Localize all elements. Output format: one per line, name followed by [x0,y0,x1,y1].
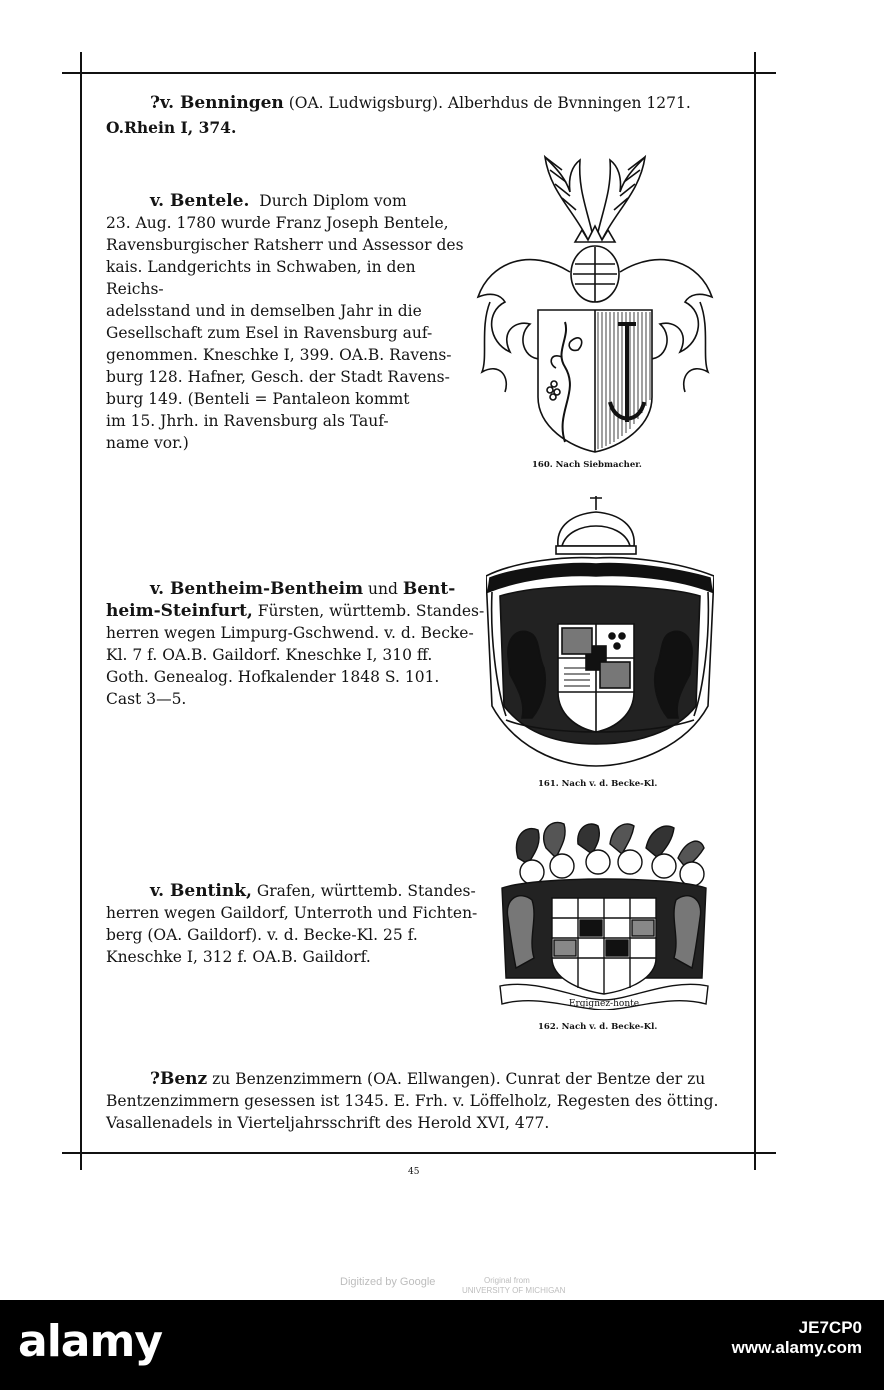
entry-heading: v. Bentink, [150,881,252,901]
caption-fig160: 160. Nach Siebmacher. [532,460,642,470]
entry-line: Ravensburgischer Ratsherr und Assessor des [106,236,464,254]
entry-heading: ?Benz [150,1069,208,1089]
entry-line: Kl. 7 f. OA.B. Gaildorf. Kneschke I, 310 ff. [106,646,433,664]
coat-of-arms-160 [470,152,720,454]
entry-line: genommen. Kneschke I, 399. OA.B. Ravens- [106,346,452,364]
entry-line: Durch Diplom vom [259,192,407,210]
right-rule [754,52,756,1170]
entry-line: Goth. Genealog. Hofkalender 1848 S. 101. [106,668,440,686]
entry-bentheim [106,578,496,710]
entry-line: Bentzenzimmern gesessen ist 1345. E. Frh. v. Löffelholz, Regesten des ötting. [106,1092,719,1110]
page-number: 45 [408,1167,420,1177]
entry-line: berg (OA. Gaildorf). v. d. Becke-Kl. 25 f. [106,926,418,944]
top-rule [62,72,776,74]
entry-bentele [106,190,466,454]
digitized-text: Digitized by Google [340,1276,436,1288]
entry-text: Fürsten, württemb. Standes- [252,602,485,620]
entry-text: (OA. Ludwigsburg). Alberhdus de Bvnningen 1271. [283,94,691,112]
entry-line: name vor.) [106,434,189,452]
entry-heading: heim-Steinfurt, [106,601,253,621]
entry-heading: ?v. Benningen [150,93,284,113]
entry-heading: v. Bentheim-Bentheim [150,579,364,599]
entry-line: Cast 3—5. [106,690,187,708]
image-id-text: JE7CP0 [798,1318,862,1337]
entry-benningen-line2 [106,117,706,139]
entry-line: adelsstand und in demselben Jahr in die [106,302,422,320]
entry-bentink [106,880,498,968]
left-rule [80,52,82,1170]
entry-line: Gesellschaft zum Esel in Ravensburg auf- [106,324,433,342]
entry-line: Vasallenadels in Vierteljahrsschrift des Herold XVI, 477. [106,1114,550,1132]
entry-line: burg 149. (Benteli = Pantaleon kommt [106,390,410,408]
entry-text: O.Rhein I, 374. [106,118,237,137]
entry-line: herren wegen Gaildorf, Unterroth und Fichten- [106,904,478,922]
entry-text: zu Benzenzimmern (OA. Ellwangen). Cunrat der Bentze der zu [207,1070,706,1088]
entry-line: Kneschke I, 312 f. OA.B. Gaildorf. [106,948,371,966]
university-text: UNIVERSITY OF MICHIGAN [462,1286,566,1295]
digitized-by-google [340,1276,435,1288]
caption-fig161: 161. Nach v. d. Becke-Kl. [538,779,658,789]
entry-benningen [150,92,740,114]
entry-text: Grafen, württemb. Standes- [251,882,476,900]
coat-of-arms-162 [498,818,710,1010]
site-text: www.alamy.com [731,1338,862,1357]
stock-image-id [732,1318,862,1358]
entry-line: burg 128. Hafner, Gesch. der Stadt Ravens- [106,368,450,386]
caption-fig162: 162. Nach v. d. Becke-Kl. [538,1022,658,1032]
entry-line: herren wegen Limpurg-Gschwend. v. d. Becke- [106,624,474,642]
entry-line: im 15. Jhrh. in Ravensburg als Tauf- [106,412,389,430]
entry-heading: v. Bentele. [150,191,250,211]
entry-line: 23. Aug. 1780 wurde Franz Joseph Bentele, [106,214,449,232]
motto-ribbon-text: Ergignez-honte [568,999,640,1009]
original-from-text: Original from [484,1276,530,1285]
coat-of-arms-161 [486,496,714,768]
alamy-logo: alamy [18,1316,162,1367]
entry-line: kais. Landgerichts in Schwaben, in den Reichs- [106,258,416,298]
entry-heading: Bent- [402,579,456,599]
entry-benz [106,1068,746,1134]
original-from [462,1276,565,1296]
bottom-rule [62,1152,776,1154]
entry-text: und [363,580,403,598]
